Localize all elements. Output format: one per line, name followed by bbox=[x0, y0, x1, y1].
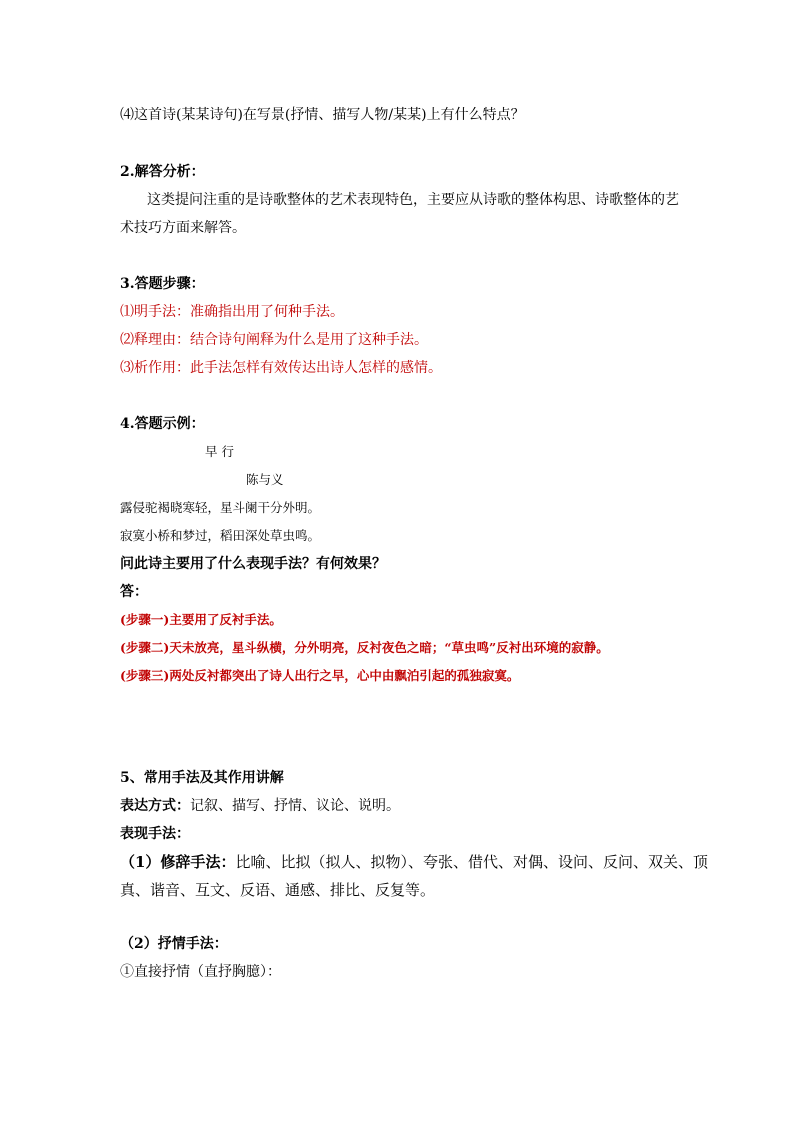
poem-line-2: 寂寞小桥和梦过，稻田深处草虫鸣。 bbox=[120, 528, 321, 543]
rhetoric-value: 比喻、比拟（拟人、拟物）、夸张、借代、对偶、设问、反问、双关、顶 bbox=[235, 853, 708, 871]
poem-author: 陈与义 bbox=[246, 472, 284, 487]
answer-step-1: (步骤一)主要用了反衬手法。 bbox=[120, 612, 282, 627]
example-question: 问此诗主要用了什么表现手法？有何效果？ bbox=[120, 556, 386, 572]
section-2-paragraph-line-1: 这类提问注重的是诗歌整体的艺术表现特色，主要应从诗歌的整体构思、诗歌整体的艺 bbox=[147, 192, 679, 208]
section-3-heading: 3.答题步骤： bbox=[120, 276, 205, 292]
expression-modes-value: 记叙、描写、抒情、议论、说明。 bbox=[190, 798, 400, 814]
poem-line-1: 露侵驼褐晓寒轻，星斗阑干分外明。 bbox=[120, 500, 321, 515]
section-4-heading: 4.答题示例： bbox=[120, 416, 205, 432]
step-3: ⑶析作用：此手法怎样有效传达出诗人怎样的感情。 bbox=[120, 360, 442, 376]
section-2-heading: 2.解答分析： bbox=[120, 164, 205, 180]
answer-label: 答： bbox=[120, 584, 148, 600]
rhetoric-line-1 bbox=[120, 852, 708, 872]
lyric-techniques-label: （2）抒情手法： bbox=[120, 936, 228, 952]
section-2-paragraph-line-2: 术技巧方面来解答。 bbox=[120, 220, 246, 236]
answer-step-2: (步骤二)天未放亮，星斗纵横，分外明亮，反衬夜色之暗；“草虫鸣”反衬出环境的寂静。 bbox=[120, 640, 609, 655]
expression-modes-label: 表达方式： bbox=[120, 798, 190, 814]
answer-step-3: (步骤三)两处反衬都突出了诗人出行之早，心中由飘泊引起的孤独寂寞。 bbox=[120, 668, 520, 683]
section-5-heading: 5、常用手法及其作用讲解 bbox=[120, 770, 284, 786]
poem-title: 早 行 bbox=[205, 444, 234, 459]
step-1: ⑴明手法：准确指出用了何种手法。 bbox=[120, 304, 344, 320]
step-2: ⑵释理由：结合诗句阐释为什么是用了这种手法。 bbox=[120, 332, 428, 348]
techniques-label: 表现手法： bbox=[120, 826, 190, 842]
rhetoric-line-2: 真、谐音、互文、反语、通感、排比、反复等。 bbox=[120, 881, 436, 899]
question-4: ⑷这首诗(某某诗句)在写景(抒情、描写人物/某某)上有什么特点？ bbox=[120, 107, 525, 123]
lyric-item-1: ①直接抒情（直抒胸臆）： bbox=[120, 964, 281, 980]
rhetoric-label: （1）修辞手法： bbox=[120, 853, 236, 871]
expression-modes bbox=[120, 796, 400, 816]
